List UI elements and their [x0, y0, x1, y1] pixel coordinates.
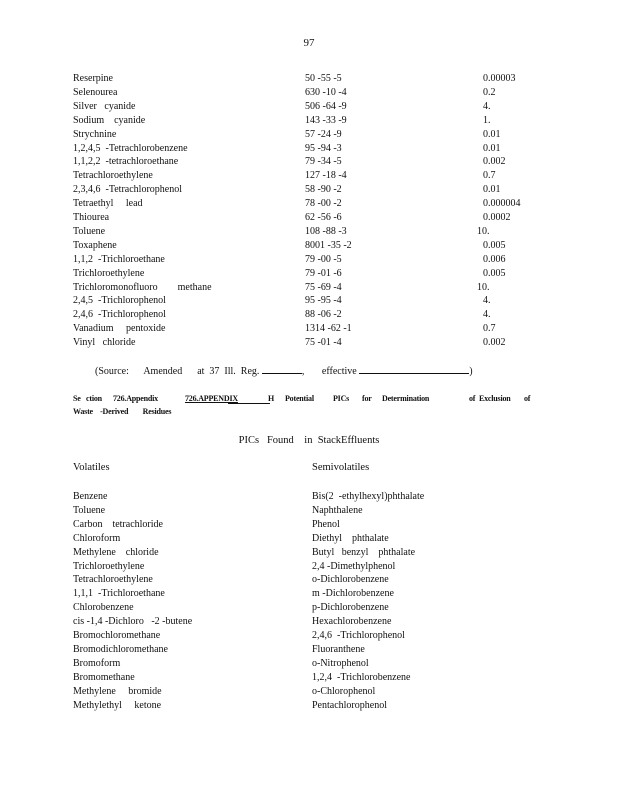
- page-number: 97: [303, 37, 315, 49]
- list-item: m -Dichlorobenzene: [312, 588, 394, 600]
- cas-number: 75 -69 -4: [305, 281, 342, 293]
- constituent-name: Toluene: [73, 225, 106, 237]
- constituent-name: 2,3,4,6 -Tetrachlorophenol: [73, 184, 182, 196]
- constituent-name: Sodium cyanide: [73, 114, 146, 126]
- heading-line-2: Waste -Derived Residues: [73, 407, 172, 416]
- concentration-value: 0.01: [483, 128, 501, 140]
- list-item: Carbon tetrachloride: [73, 518, 163, 530]
- list-item: 1,2,4 -Trichlorobenzene: [312, 671, 411, 683]
- list-item: Methylene chloride: [73, 546, 159, 558]
- constituent-name: Trichloromonofluoro methane: [73, 281, 212, 293]
- source-middle: , effective: [301, 366, 357, 377]
- pics-title: PICs Found in StackEffluents: [238, 435, 380, 446]
- list-item: Naphthalene: [312, 504, 363, 516]
- table-row: [0, 72, 618, 86]
- heading-appendix-new: 726.APPENDIX: [185, 394, 238, 403]
- concentration-value: 0.000004: [483, 198, 521, 210]
- cas-number: 78 -00 -2: [305, 198, 342, 210]
- constituent-name: 2,4,6 -Trichlorophenol: [73, 309, 166, 321]
- constituent-name: Vinyl chloride: [73, 337, 136, 349]
- list-item: Bromomethane: [73, 671, 135, 683]
- concentration-value: 0.005: [483, 239, 506, 251]
- heading-of-2: of: [524, 394, 531, 403]
- list-item: 1,1,1 -Trichloroethane: [73, 588, 165, 600]
- cas-number: 1314 -62 -1: [305, 323, 352, 335]
- list-item: o-Nitrophenol: [312, 657, 369, 669]
- list-item: o-Chlorophenol: [312, 685, 376, 697]
- constituent-name: 2,4,5 -Trichlorophenol: [73, 295, 166, 307]
- list-item: Butyl benzyl phthalate: [312, 546, 416, 558]
- table-row: [0, 253, 618, 267]
- semivolatiles-header: Semivolatiles: [312, 462, 370, 473]
- table-row: [0, 128, 618, 142]
- constituent-name: Thiourea: [73, 212, 110, 223]
- concentration-value: 0.002: [483, 156, 506, 168]
- concentration-value: 4.: [483, 295, 491, 307]
- list-item: Phenol: [312, 518, 340, 530]
- concentration-value: 0.0002: [483, 212, 511, 223]
- table-row: [0, 100, 618, 114]
- constituent-name: Silver cyanide: [73, 100, 136, 112]
- cas-number: 79 -00 -5: [305, 253, 342, 265]
- cas-number: 88 -06 -2: [305, 309, 342, 321]
- concentration-value: 0.00003: [483, 73, 516, 84]
- concentration-value: 0.7: [483, 323, 496, 335]
- concentration-value: 0.006: [483, 253, 506, 265]
- cas-number: 8001 -35 -2: [305, 239, 352, 251]
- table-row: [0, 211, 618, 225]
- heading-of: of: [469, 394, 476, 403]
- list-item: Bromochloromethane: [73, 630, 161, 641]
- concentration-value: 4.: [483, 309, 491, 321]
- list-item: Fluoranthene: [312, 643, 365, 655]
- concentration-value: 4.: [483, 100, 491, 112]
- list-item: p-Dichlorobenzene: [312, 602, 389, 614]
- table-row: [0, 308, 618, 322]
- concentration-value: 0.2: [483, 86, 496, 98]
- heading-appendix-struck: 726.Appendix: [113, 394, 158, 403]
- table-row: [0, 267, 618, 281]
- constituent-name: Tetrachloroethylene: [73, 170, 153, 182]
- cas-number: 57 -24 -9: [305, 128, 342, 140]
- table-row: [0, 155, 618, 169]
- concentration-value: 0.002: [483, 337, 506, 349]
- list-item: Bromodichloromethane: [73, 643, 168, 655]
- constituent-name: Selenourea: [73, 86, 118, 98]
- list-item: Hexachlorobenzene: [312, 616, 392, 628]
- cas-number: 95 -94 -3: [305, 142, 342, 154]
- concentration-value: 10.: [477, 225, 490, 237]
- list-item: Bromoform: [73, 657, 121, 669]
- concentration-value: 1.: [483, 114, 491, 126]
- section-heading: [73, 394, 543, 416]
- table-row: [0, 336, 618, 350]
- constituent-name: Reserpine: [73, 73, 113, 84]
- heading-se: Se: [73, 394, 81, 403]
- constituent-name: Toxaphene: [73, 239, 117, 251]
- constituent-name: Tetraethyl lead: [73, 198, 143, 210]
- concentration-value: 0.005: [483, 267, 506, 279]
- cas-number: 58 -90 -2: [305, 184, 342, 196]
- constituent-name: 1,1,2 -Trichloroethane: [73, 253, 165, 265]
- constituent-name: 1,2,4,5 -Tetrachlorobenzene: [73, 142, 188, 154]
- table-row: [0, 183, 618, 197]
- list-item: 2,4 -Dimethylphenol: [312, 560, 396, 572]
- constituent-name: 1,1,2,2 -tetrachloroethane: [73, 156, 179, 168]
- table-row: [0, 239, 618, 253]
- cas-number: 50 -55 -5: [305, 73, 342, 84]
- constituent-name: Trichloroethylene: [73, 267, 145, 279]
- heading-determination: Determination: [382, 394, 430, 403]
- list-item: Pentachlorophenol: [312, 699, 387, 711]
- heading-exclusion: Exclusion: [479, 394, 511, 403]
- list-item: cis -1,4 -Dichloro -2 -butene: [73, 616, 193, 628]
- heading-h: H: [268, 394, 275, 403]
- table-row: [0, 281, 618, 295]
- cas-number: 630 -10 -4: [305, 86, 347, 98]
- source-prefix: (Source: Amended at 37 Ill. Reg.: [95, 366, 260, 377]
- source-note: [95, 364, 473, 377]
- table-row: [0, 294, 618, 308]
- cas-number: 62 -56 -6: [305, 212, 342, 223]
- constituent-name: Vanadium pentoxide: [73, 323, 166, 335]
- heading-potential: Potential: [285, 394, 314, 403]
- cas-number: 79 -34 -5: [305, 156, 342, 168]
- cas-number: 506 -64 -9: [305, 100, 347, 112]
- concentration-value: 10.: [477, 281, 490, 293]
- list-item: Diethyl phthalate: [312, 532, 389, 544]
- list-item: Toluene: [73, 504, 106, 516]
- list-item: Benzene: [73, 491, 108, 502]
- table-row: [0, 114, 618, 128]
- list-item: Tetrachloroethylene: [73, 574, 153, 586]
- list-item: o-Dichlorobenzene: [312, 574, 389, 586]
- cas-number: 108 -88 -3: [305, 225, 347, 237]
- register-page-blank: [262, 364, 302, 374]
- list-item: Bis(2 -ethylhexyl)phthalate: [312, 491, 425, 502]
- list-item: Chlorobenzene: [73, 602, 134, 614]
- list-item: 2,4,6 -Trichlorophenol: [312, 630, 405, 641]
- cas-number: 79 -01 -6: [305, 267, 342, 279]
- concentration-value: 0.01: [483, 184, 501, 196]
- list-item: Methylene bromide: [73, 685, 162, 697]
- cas-number: 75 -01 -4: [305, 337, 342, 349]
- table-row: [0, 142, 618, 156]
- list-item: Methylethyl ketone: [73, 699, 162, 711]
- table-row: [0, 197, 618, 211]
- list-item: Trichloroethylene: [73, 560, 145, 572]
- cas-number: 143 -33 -9: [305, 114, 347, 126]
- effective-date-blank: [359, 364, 469, 374]
- cas-number: 127 -18 -4: [305, 170, 347, 182]
- table-row: [0, 86, 618, 100]
- table-row: [0, 169, 618, 183]
- volatiles-header: Volatiles: [73, 462, 110, 473]
- heading-for: for: [362, 394, 372, 403]
- concentration-value: 0.01: [483, 142, 501, 154]
- source-suffix: ): [469, 366, 473, 377]
- heading-pics: PICs: [333, 394, 350, 403]
- table-row: [0, 225, 618, 239]
- constituent-name: Strychnine: [73, 128, 117, 140]
- heading-underline: [228, 394, 270, 404]
- list-item: Chloroform: [73, 532, 121, 544]
- table-row: [0, 322, 618, 336]
- cas-number: 95 -95 -4: [305, 295, 342, 307]
- heading-ction: ction: [86, 394, 102, 403]
- concentration-value: 0.7: [483, 170, 496, 182]
